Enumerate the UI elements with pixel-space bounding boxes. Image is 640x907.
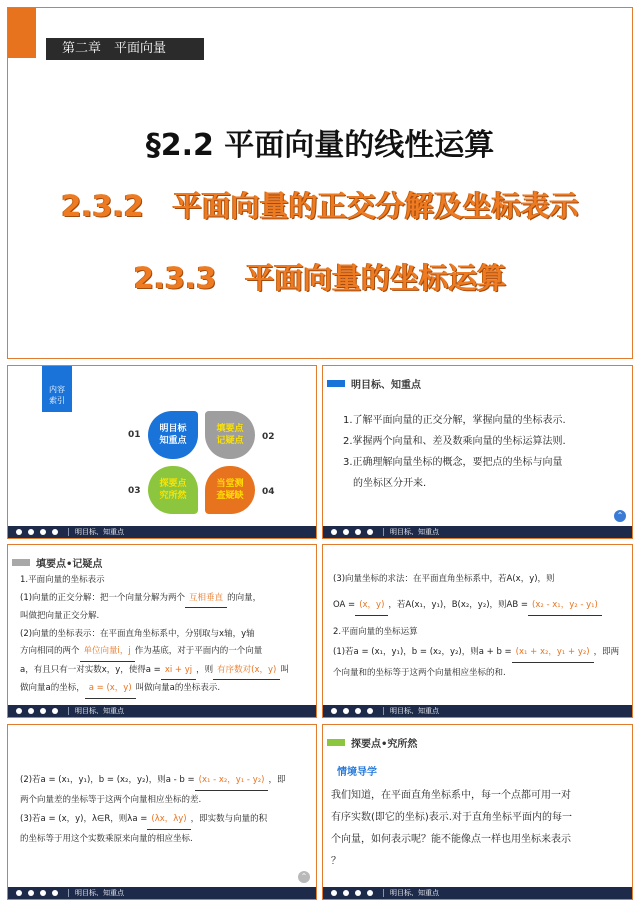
toc-number-03: 03	[128, 486, 141, 496]
blank-fill: (λx，λy)	[147, 810, 190, 830]
section-bar	[12, 559, 30, 566]
key-points-slide	[7, 544, 317, 718]
blank-fill: xi + yj	[161, 662, 196, 681]
orange-accent-bar	[8, 8, 36, 58]
toc-slide[interactable]	[7, 365, 317, 539]
section-header: 探要点•究所然	[327, 735, 417, 750]
key-points-text: 1.平面向量的坐标表示 (1)向量的正交分解：把一个向量分解为两个 互相垂直 的向量， 叫做把向量正交分解. (2)向量的坐标表示：在平面直角坐标系中，分别取与x轴，y轴 方向相同的两个 单位向量i，j 作为基底，对于平面内的一个向量 a，有且只有一对实数x，y，使得a = xi + yj ，则 有序数对(x，y) 叫 做向量a的坐标， a = (x，y) 叫做向量a的坐标表示.	[20, 572, 312, 699]
nav-dot[interactable]	[28, 529, 34, 535]
blank-fill: 单位向量i，j	[80, 643, 135, 662]
blank-fill: (x₁ + x₂，y₁ + y₂)	[512, 642, 594, 663]
toc-number-02: 02	[262, 432, 275, 442]
goals-text: 1.了解平面向量的正交分解，掌握向量的坐标表示. 2.掌握两个向量和、差及数乘向量的坐标运算法则. 3.正确理解向量坐标的概念，要把点的坐标与向量 的坐标区分开来.	[343, 415, 566, 489]
coordinate-text: (3)向量坐标的求法：在平面直角坐标系中，若A(x，y)，则 OA = (x，y) ，若A(x₁，y₁)，B(x₂，y₂)，则AB = (x₂ - x₁，y₂ - y₁) 2.平面向量的坐标运算 (1)若a = (x₁，y₁)，b = (x₂，y₂)，则a + b = (x₁ + x₂，y₁ + y₂) ，即两 个向量和的坐标等于这两个向量相应坐标的和.	[333, 574, 620, 678]
slide-footer: 明目标、知重点	[323, 526, 632, 538]
chevron-up-icon[interactable]: ⌃	[614, 510, 626, 522]
toc-item-explore[interactable]: 探要点 究所然	[148, 466, 198, 514]
blank-fill: a = (x，y)	[85, 680, 136, 699]
explore-text: 我们知道，在平面直角坐标系中，每一个点都可用一对 有序实数(即它的坐标)表示.对于直角坐标平面内的每一 个向量，如何表示呢？能不能像点一样也用坐标来表示 ？	[331, 790, 572, 867]
cover-slide	[7, 7, 633, 359]
slide-footer: 明目标、知重点	[8, 705, 316, 717]
explore-slide	[322, 724, 633, 900]
slide-footer	[8, 526, 316, 538]
slide-footer: 明目标、知重点	[323, 887, 632, 899]
subtitle-2-3-2: 2.3.2 平面向量的正交分解及坐标表示	[61, 189, 579, 223]
operations-text: (2)若a = (x₁，y₁)，b = (x₂，y₂)，则a - b = (x₁ - x₂，y₁ - y₂) ，即 两个向量差的坐标等于这两个向量相应坐标的差. (3)若a = (x，y)，λ∈R，则λa = (λx，λy) ，即实数与向量的积 的坐标等于用这个实数乘原来向量的相应坐标.	[20, 771, 312, 849]
subtitle-2-3-3: 2.3.3 平面向量的坐标运算	[133, 261, 507, 295]
section-bar	[327, 380, 345, 387]
blank-fill: (x₁ - x₂，y₁ - y₂)	[195, 771, 269, 791]
footer-label: 明目标、知重点	[75, 528, 124, 536]
operations-slide	[7, 724, 317, 900]
slide-footer: 明目标、知重点	[8, 887, 316, 899]
nav-dot[interactable]	[40, 529, 46, 535]
chapter-label: 第二章 平面向量	[46, 38, 204, 60]
toc-number-04: 04	[262, 487, 275, 497]
lesson-title: §2.2 平面向量的线性运算	[145, 128, 495, 163]
toc-number-01: 01	[128, 430, 141, 440]
nav-dot[interactable]	[52, 529, 58, 535]
section-header: 填要点•记疑点	[12, 555, 102, 570]
blank-fill: (x₂ - x₁，y₂ - y₁)	[528, 595, 602, 616]
chevron-up-icon[interactable]: ⌃	[298, 871, 310, 883]
toc-tab: 内容 索引	[42, 366, 72, 412]
blank-fill: 互相垂直	[185, 590, 227, 609]
scenario-heading: 情境导学	[337, 767, 377, 778]
goals-slide	[322, 365, 633, 539]
section-bar	[327, 739, 345, 746]
blank-fill: (x，y)	[355, 595, 388, 616]
nav-dot[interactable]	[16, 529, 22, 535]
slide-footer: 明目标、知重点	[323, 705, 632, 717]
toc-item-goals[interactable]: 明目标 知重点	[148, 411, 198, 459]
section-header: 明目标、知重点	[327, 376, 421, 391]
coordinate-slide	[322, 544, 633, 718]
blank-fill: 有序数对(x，y)	[213, 662, 280, 681]
toc-item-key-points[interactable]: 填要点 记疑点	[205, 411, 255, 459]
toc-item-quiz[interactable]: 当堂测 查疑缺	[205, 466, 255, 514]
